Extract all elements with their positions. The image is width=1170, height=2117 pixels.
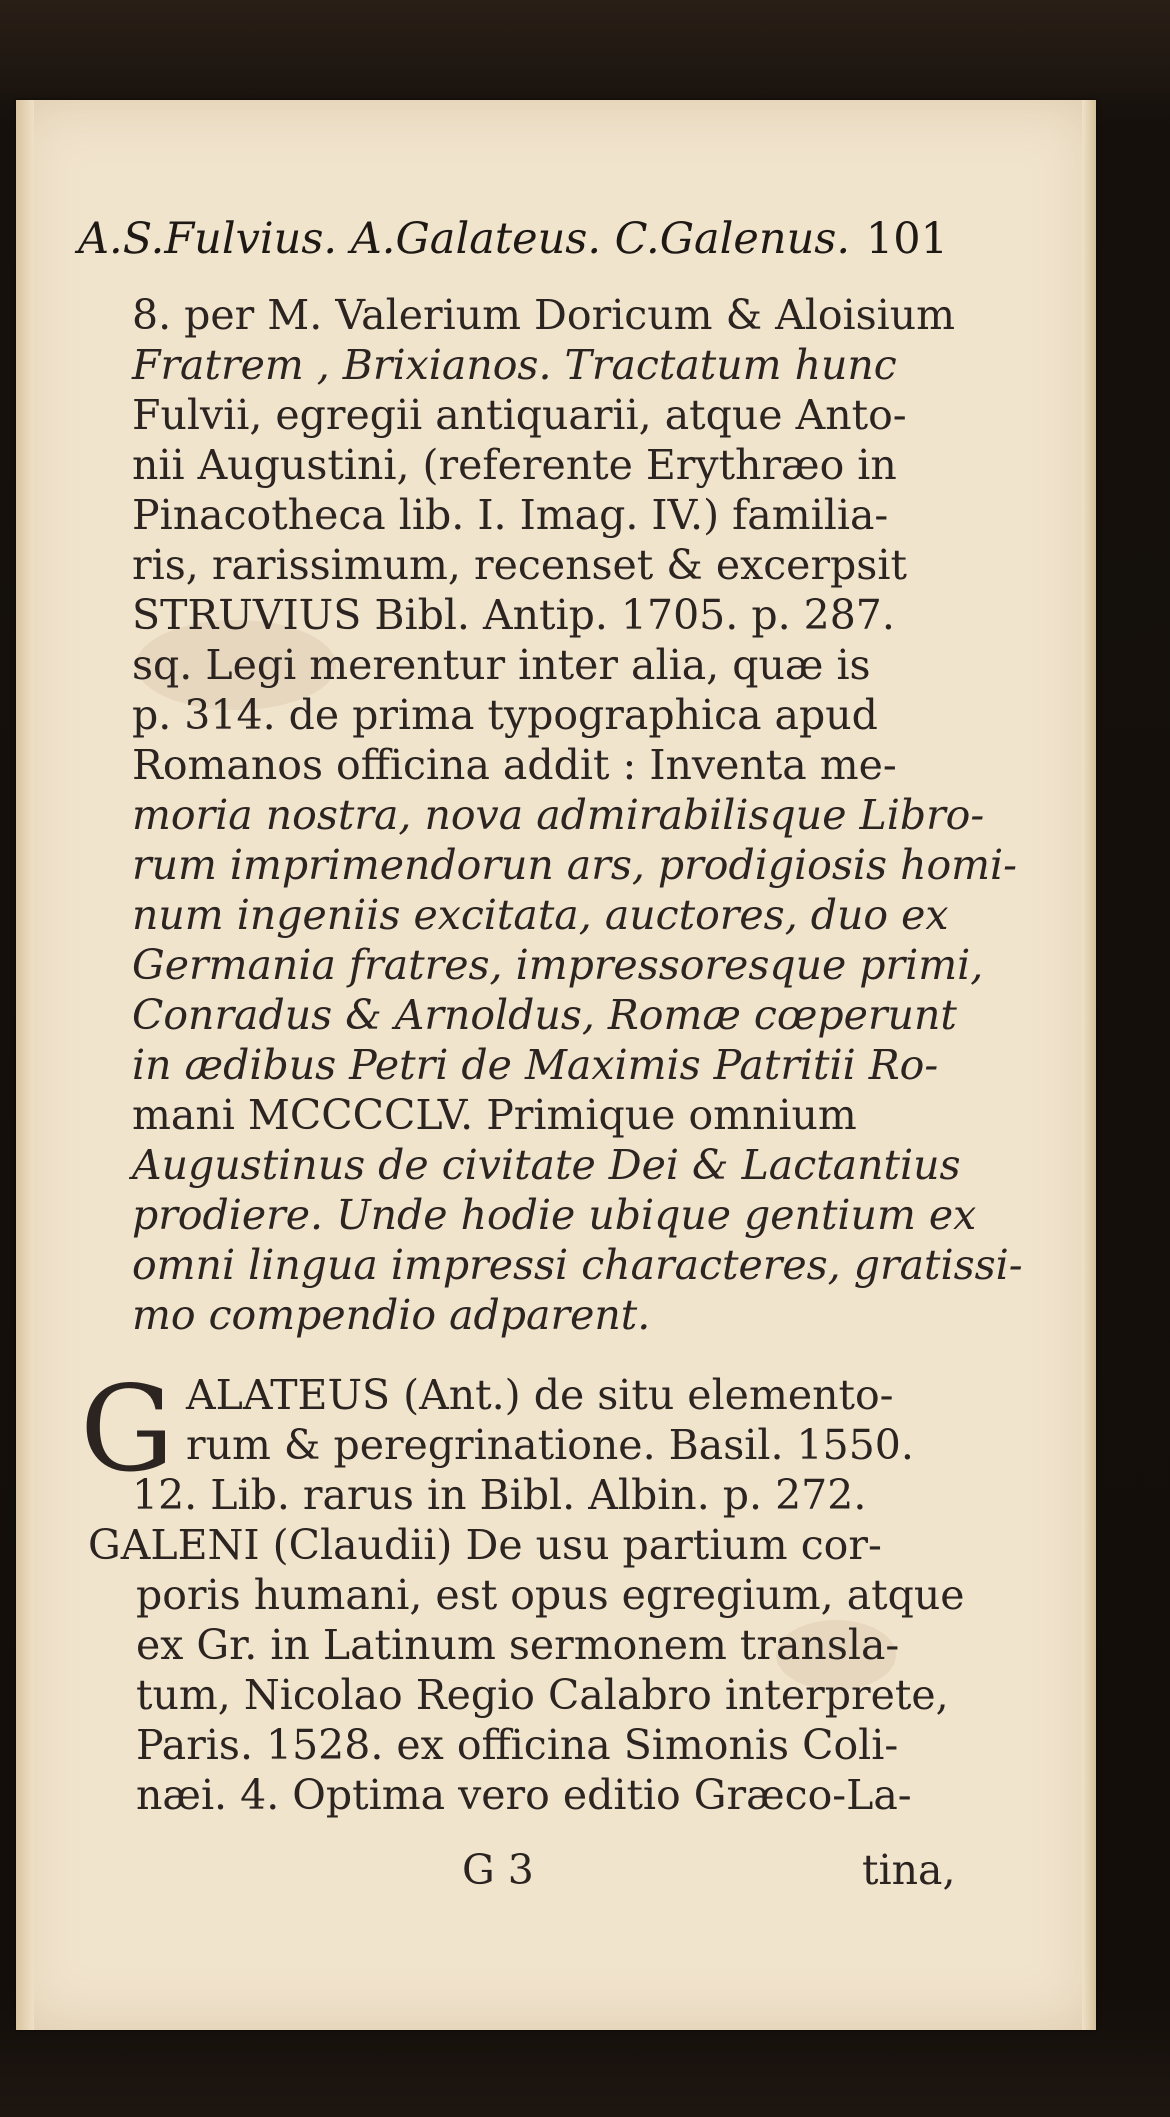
text-line: Conradus & Arnoldus, Romæ cœperunt xyxy=(132,991,957,1039)
drop-cap-initial: G xyxy=(80,1360,175,1498)
text-line: p. 314. de prima typographica apud xyxy=(132,691,878,739)
text-line: Paris. 1528. ex officina Simonis Coli- xyxy=(136,1721,899,1769)
text-line: Germania fratres, impressoresque primi, xyxy=(132,941,984,989)
text-line: poris humani, est opus egregium, atque xyxy=(136,1571,965,1619)
text-line: sq. Legi merentur inter alia, quæ is xyxy=(132,641,871,689)
text-line: 12. Lib. rarus in Bibl. Albin. p. 272. xyxy=(132,1471,867,1519)
page-number: 101 xyxy=(865,214,948,264)
text-line: ALATEUS (Ant.) de situ elemento- xyxy=(186,1371,894,1419)
signature-mark: G 3 xyxy=(462,1846,534,1894)
text-line: omni lingua impressi characteres, gratissi- xyxy=(132,1241,1023,1289)
text-line: Romanos officina addit : Inventa me- xyxy=(132,741,897,789)
text-line: mo compendio adparent. xyxy=(132,1291,651,1339)
running-head-title: A.S.Fulvius. A.Galateus. C.Galenus. xyxy=(78,214,851,264)
text-line: 8. per M. Valerium Doricum & Aloisium xyxy=(132,291,956,339)
text-line: moria nostra, nova admirabilisque Libro- xyxy=(132,791,985,839)
text-line: Pinacotheca lib. I. Imag. IV.) familia- xyxy=(132,491,889,539)
text-line: prodiere. Unde hodie ubique gentium ex xyxy=(132,1191,977,1239)
text-line: nii Augustini, (referente Erythræo in xyxy=(132,441,897,489)
text-line: ris, rarissimum, recenset & excerpsit xyxy=(132,541,907,589)
text-line: ex Gr. in Latinum sermonem transla- xyxy=(136,1621,900,1669)
text-line: STRUVIUS Bibl. Antip. 1705. p. 287. xyxy=(132,591,895,639)
text-line: GALENI (Claudii) De usu partium cor- xyxy=(88,1521,882,1569)
text-line: in ædibus Petri de Maximis Patritii Ro- xyxy=(132,1041,939,1089)
text-line: num ingeniis excitata, auctores, duo ex xyxy=(132,891,949,939)
text-line: mani MCCCCLV. Primique omnium xyxy=(132,1091,857,1139)
text-line: Augustinus de civitate Dei & Lactantius xyxy=(132,1141,961,1189)
text-line: tum, Nicolao Regio Calabro interprete, xyxy=(136,1671,949,1719)
running-head xyxy=(78,214,948,270)
catchword: tina, xyxy=(862,1846,956,1894)
text-line: rum imprimendorun ars, prodigiosis homi- xyxy=(132,841,1018,889)
text-line: rum & peregrinatione. Basil. 1550. xyxy=(186,1421,914,1469)
text-line: Fulvii, egregii antiquarii, atque Anto- xyxy=(132,391,907,439)
text-line: Fratrem , Brixianos. Tractatum hunc xyxy=(132,341,897,389)
text-line: næi. 4. Optima vero editio Græco-La- xyxy=(136,1771,912,1819)
